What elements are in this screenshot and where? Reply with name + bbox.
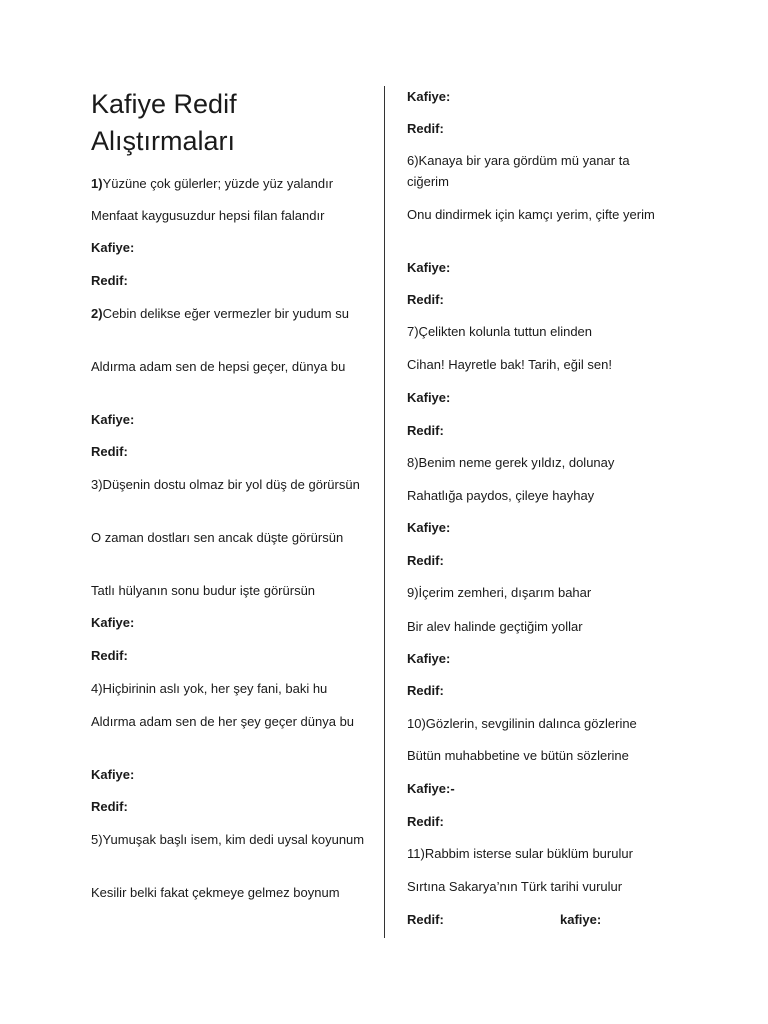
- q4-kafiye-label: Kafiye:: [91, 767, 135, 782]
- q5-line-1: 5)Yumuşak başlı isem, kim dedi uysal koyunum: [91, 832, 365, 847]
- q2-line-2: Aldırma adam sen de hepsi geçer, dünya bu: [91, 359, 346, 374]
- column-divider: [384, 86, 385, 938]
- q1-number: 1): [91, 176, 103, 191]
- q5-redif-label: Redif:: [407, 121, 444, 136]
- q2-line-1: [91, 303, 366, 324]
- q7-redif-label: Redif:: [407, 423, 444, 438]
- q10-redif-label: Redif:: [407, 814, 444, 829]
- page-title: [91, 86, 237, 160]
- q3-line-3: Tatlı hülyanın sonu budur işte görürsün: [91, 583, 316, 598]
- q3-line-1: 3)Düşenin dostu olmaz bir yol düş de görürsün: [91, 477, 360, 492]
- q1-kafiye-label: Kafiye:: [91, 240, 135, 255]
- q11-line-1: 11)Rabbim isterse sular büklüm burulur: [407, 846, 633, 861]
- q1-line-2: Menfaat kaygusuzdur hepsi filan falandır: [91, 208, 325, 223]
- q6-kafiye-label: Kafiye:: [407, 260, 451, 275]
- q2-redif-label: Redif:: [91, 444, 128, 459]
- q6-redif-label: Redif:: [407, 292, 444, 307]
- q8-line-1: 8)Benim neme gerek yıldız, dolunay: [407, 455, 615, 470]
- q9-redif-label: Redif:: [407, 683, 444, 698]
- q6-line-1: 6)Kanaya bir yara gördüm mü yanar ta ciğerim: [407, 153, 630, 189]
- q10-line-1: 10)Gözlerin, sevgilinin dalınca gözlerine: [407, 716, 637, 731]
- q2-text-1: Cebin delikse eğer vermezler bir yudum su: [102, 306, 349, 321]
- q8-redif-label: Redif:: [407, 553, 444, 568]
- q4-line-1: 4)Hiçbirinin aslı yok, her şey fani, baki hu: [91, 681, 328, 696]
- q1-text-1: Yüzüne çok gülerler; yüzde yüz yalandır: [102, 176, 334, 191]
- q10-line-2: Bütün muhabbetine ve bütün sözlerine: [407, 748, 629, 763]
- q7-line-2: Cihan! Hayretle bak! Tarih, eğil sen!: [407, 357, 612, 372]
- q8-kafiye-label: Kafiye:: [407, 520, 451, 535]
- q5-kafiye-label: Kafiye:: [407, 89, 451, 104]
- q3-redif-label: Redif:: [91, 648, 128, 663]
- q5-line-2: Kesilir belki fakat çekmeye gelmez boynum: [91, 885, 340, 900]
- q10-kafiye-label: Kafiye:-: [407, 781, 455, 796]
- q9-line-1: 9)İçerim zemheri, dışarım bahar: [407, 585, 592, 600]
- q3-line-2: O zaman dostları sen ancak düşte görürsün: [91, 530, 344, 545]
- q11-redif-label: Redif:: [407, 912, 444, 927]
- q7-line-1: 7)Çelikten kolunla tuttun elinden: [407, 324, 593, 339]
- q9-kafiye-label: Kafiye:: [407, 651, 451, 666]
- q7-kafiye-label: Kafiye:: [407, 390, 451, 405]
- title-line-1: Kafiye Redif: [91, 89, 237, 119]
- q11-labels-row: [407, 909, 672, 930]
- q2-kafiye-label: Kafiye:: [91, 412, 135, 427]
- q11-line-2: Sırtına Sakarya’nın Türk tarihi vurulur: [407, 879, 623, 894]
- q4-line-2: Aldırma adam sen de her şey geçer dünya bu: [91, 714, 355, 729]
- q1-redif-label: Redif:: [91, 273, 128, 288]
- q4-redif-label: Redif:: [91, 799, 128, 814]
- q11-kafiye-label: kafiye:: [560, 912, 602, 927]
- q6-line-2: Onu dindirmek için kamçı yerim, çifte yerim: [407, 207, 655, 222]
- q1-line-1: [91, 173, 366, 194]
- q8-line-2: Rahatlığa paydos, çileye hayhay: [407, 488, 595, 503]
- title-line-2: Alıştırmaları: [91, 126, 236, 156]
- q2-number: 2): [91, 306, 103, 321]
- q9-line-2: Bir alev halinde geçtiğim yollar: [407, 619, 583, 634]
- q3-kafiye-label: Kafiye:: [91, 615, 135, 630]
